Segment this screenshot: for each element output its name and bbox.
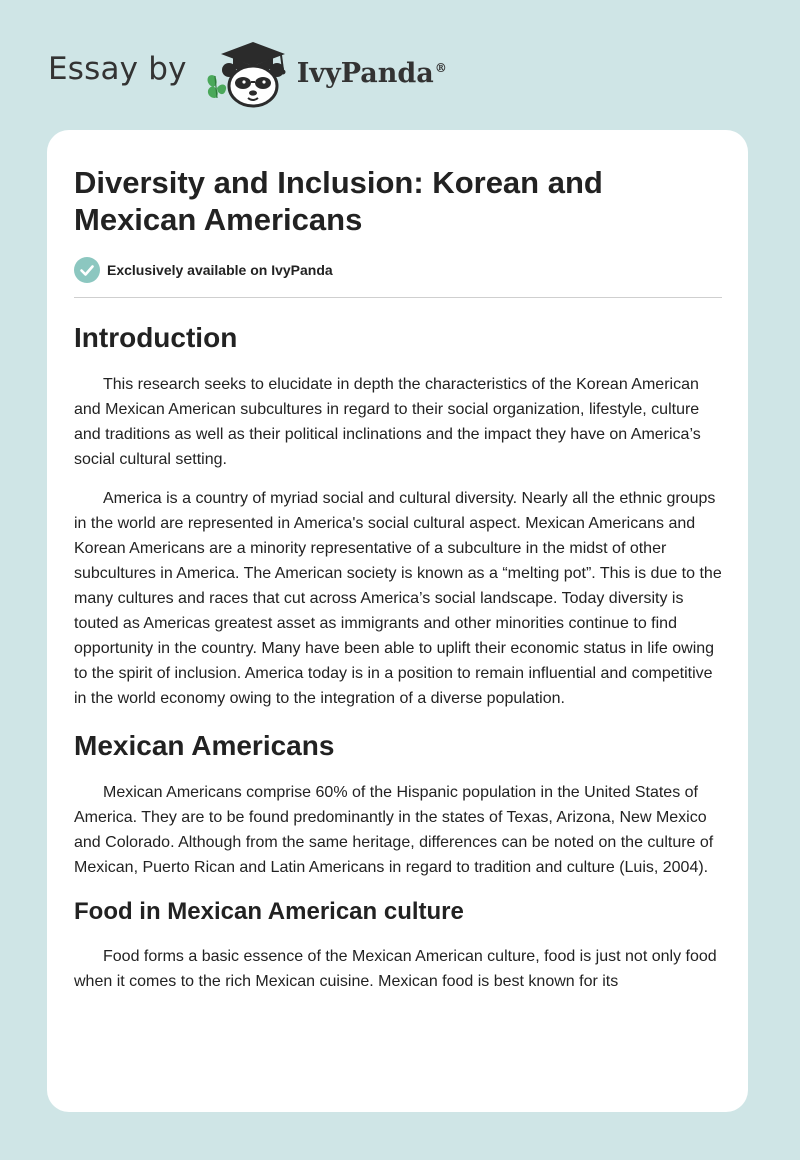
subsection-heading-food: Food in Mexican American culture (74, 898, 464, 925)
page-title: Diversity and Inclusion: Korean and Mexican Americans (74, 165, 603, 237)
exclusive-badge (74, 256, 722, 284)
paragraph: This research seeks to elucidate in depth the characteristics of the Korean American and Mexican American subcultures in regard to their social organization, lifestyle, culture and traditions as well as their political inclinations and the impact they have on America’s social cultural setting. (74, 376, 701, 468)
brand-name (297, 58, 447, 89)
section-heading-introduction: Introduction (74, 322, 238, 353)
exclusive-badge-label: Exclusively available on IvyPanda (107, 262, 333, 278)
brand-header[interactable] (48, 36, 447, 108)
essay-card (47, 130, 748, 1112)
checkmark-icon (74, 257, 100, 283)
paragraph: America is a country of myriad social and cultural diversity. Nearly all the ethnic groups in the world are represented in America's social cultural aspect. Mexican Americans and Korean Americans are a minority representative of a subculture in the midst of other subcultures in America. The American society is known as a “melting pot”. This is due to the many cultures and races that cut across America’s social landscape. Today diversity is touted as Americas greatest asset as immigrants and other minorities continue to find opportunity in the country. Many have been able to uplift their economic status in life owing to the spirit of inclusion. America today is in a position to remain influential and competitive in the world economy owing to the integration of a diverse population. (74, 490, 722, 707)
section-heading-mexican-americans: Mexican Americans (74, 730, 335, 761)
ivypanda-logo-icon (201, 36, 293, 108)
paragraph: Food forms a basic essence of the Mexican American culture, food is just not only food when it comes to the rich Mexican cuisine. Mexican food is best known for its (74, 948, 717, 990)
registered-mark: ® (434, 60, 447, 75)
brand-prefix: Essay by (48, 51, 187, 87)
paragraph: Mexican Americans comprise 60% of the Hispanic population in the United States of America. They are to be found predominantly in the states of Texas, Arizona, New Mexico and Colorado. Although from the same heritage, differences can be noted on the culture of Mexican, Puerto Rican and Latin Americans in regard to tradition and culture (Luis, 2004). (74, 784, 714, 876)
title-divider (74, 297, 722, 298)
brand-name-text: IvyPanda (296, 57, 434, 89)
